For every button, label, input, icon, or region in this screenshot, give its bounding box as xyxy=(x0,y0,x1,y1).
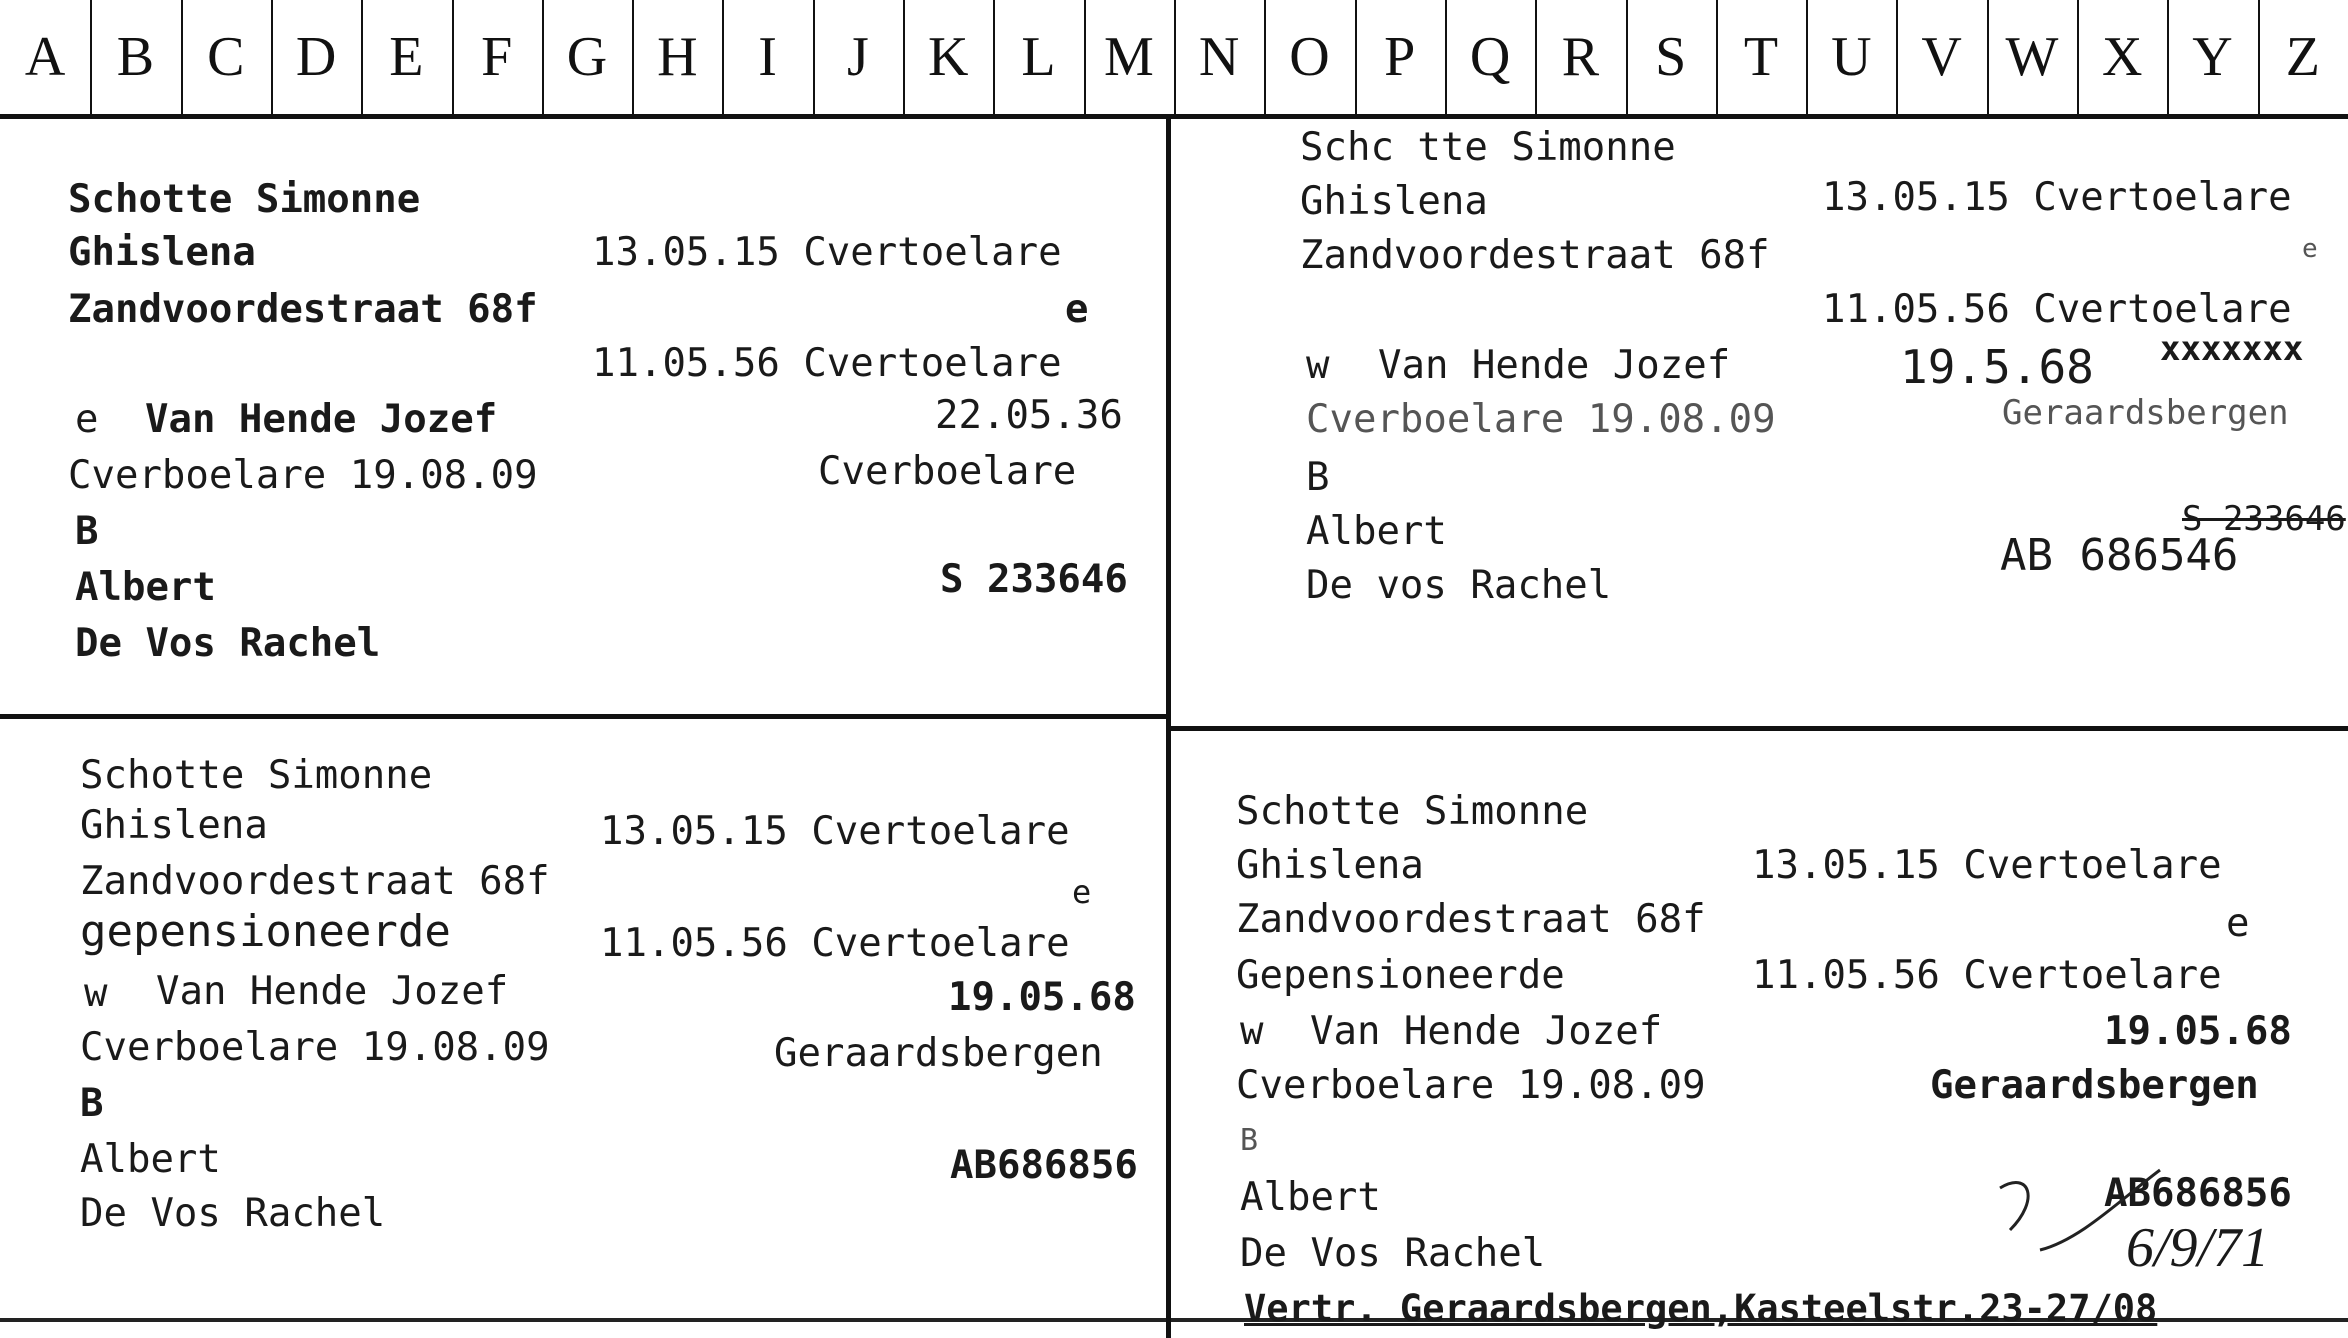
card-spouse: Van Hende Jozef xyxy=(145,397,498,442)
card-name: Schotte Simonne xyxy=(80,753,433,798)
alphabet-letter: H xyxy=(657,26,698,88)
alphabet-separator xyxy=(361,0,363,114)
card-letter-b: B xyxy=(1306,455,1330,500)
alphabet-separator xyxy=(1716,0,1718,114)
card-spouse-prefix: e xyxy=(75,397,99,442)
alphabet-letter: E xyxy=(389,26,424,88)
alphabet-separator xyxy=(1084,0,1086,114)
card-birth: 13.05.15 Cvertoelare xyxy=(1752,843,2222,888)
card-marker-e: e xyxy=(2226,901,2250,946)
card-spouse-birth: Cverboelare 19.08.09 xyxy=(80,1025,550,1070)
card-spouse: Van Hende Jozef xyxy=(1378,343,1731,388)
card-letter-b: B xyxy=(75,509,99,554)
alphabet-letter: K xyxy=(927,26,969,88)
alphabet-separator xyxy=(1445,0,1447,114)
alphabet-separator xyxy=(2258,0,2260,114)
card-birth: 13.05.15 Cvertoelare xyxy=(600,809,1070,854)
alphabet-separator xyxy=(813,0,815,114)
card-address: Zandvoordestraat 68f xyxy=(80,859,550,904)
card-spouse-birth: Cverboelare 19.08.09 xyxy=(1306,397,1776,442)
alphabet-separator xyxy=(722,0,724,114)
card-occupation: gepensioneerde xyxy=(80,906,451,957)
card-departure-note: Vertr. Geraardsbergen,Kasteelstr.23-27/08 xyxy=(1244,1287,2158,1330)
alphabet-separator xyxy=(1626,0,1628,114)
alphabet-letter: Z xyxy=(2285,26,2320,88)
alphabet-separator xyxy=(271,0,273,114)
card-address: Zandvoordestraat 68f xyxy=(1300,233,1770,278)
card-event-date: 19.5.68 xyxy=(1900,340,2094,394)
card-name: Schc tte Simonne xyxy=(1300,125,1676,170)
alphabet-letter: M xyxy=(1103,26,1154,88)
card-father: Albert xyxy=(80,1137,221,1182)
card-spouse: Van Hende Jozef xyxy=(156,969,509,1014)
alphabet-separator xyxy=(1806,0,1808,114)
card-id-number: AB 686546 xyxy=(2000,530,2239,581)
card-marriage: 11.05.56 Cvertoelare xyxy=(592,341,1062,386)
card-spouse-prefix: w xyxy=(84,971,108,1016)
alphabet-letter: X xyxy=(2101,26,2143,88)
alphabet-letter: J xyxy=(847,26,869,88)
card-occupation: Gepensioneerde xyxy=(1236,953,1565,998)
alphabet-letter: P xyxy=(1384,26,1416,88)
alphabet-separator xyxy=(1987,0,1989,114)
card-mother: De Vos Rachel xyxy=(80,1191,386,1236)
alphabet-letter: B xyxy=(116,26,155,88)
alphabet-separator xyxy=(1535,0,1537,114)
card-letter-b: B xyxy=(80,1081,104,1126)
card-middle-name: Ghislena xyxy=(68,230,256,275)
alphabet-separator xyxy=(2167,0,2169,114)
alphabet-separator xyxy=(542,0,544,114)
alphabet-letter: T xyxy=(1743,26,1779,88)
card-father: Albert xyxy=(1240,1175,1381,1220)
card-event-place: Geraardsbergen xyxy=(774,1031,1103,1076)
alphabet-separator xyxy=(1174,0,1176,114)
card-marker-e: e xyxy=(1072,873,1092,911)
alphabet-separator xyxy=(1896,0,1898,114)
horizontal-divider-left xyxy=(0,714,1166,719)
card-marker-e: e xyxy=(2302,234,2318,264)
alphabet-letter: D xyxy=(295,26,337,88)
card-marriage: 11.05.56 Cvertoelare xyxy=(1822,287,2292,332)
card-middle-name: Ghislena xyxy=(1236,843,1424,888)
alphabet-separator xyxy=(452,0,454,114)
card-father: Albert xyxy=(75,565,216,610)
alphabet-separator xyxy=(90,0,92,114)
card-name: Schotte Simonne xyxy=(68,177,421,222)
card-mother: De vos Rachel xyxy=(1306,563,1612,608)
alphabet-letter: U xyxy=(1831,26,1872,88)
card-event-place: Geraardsbergen xyxy=(2002,393,2289,433)
horizontal-divider-right xyxy=(1171,726,2348,731)
card-spouse-birth: Cverboelare 19.08.09 xyxy=(68,453,538,498)
alphabet-index-strip xyxy=(0,0,2348,119)
alphabet-separator xyxy=(903,0,905,114)
card-event-date: 19.05.68 xyxy=(2104,1009,2292,1054)
alphabet-letter: Q xyxy=(1469,26,1511,88)
card-event-overstrike: xxxxxxx xyxy=(2160,329,2304,369)
alphabet-separator xyxy=(2077,0,2079,114)
card-marker-e: e xyxy=(1065,287,1089,332)
card-id-number: AB686856 xyxy=(2104,1171,2292,1216)
card-father: Albert xyxy=(1306,509,1447,554)
card-spouse-prefix: w xyxy=(1306,343,1330,388)
alphabet-separator xyxy=(1264,0,1266,114)
alphabet-letter: O xyxy=(1289,26,1330,88)
card-address: Zandvoordestraat 68f xyxy=(68,287,538,332)
card-id-number: AB686856 xyxy=(950,1143,1138,1188)
card-spouse: Van Hende Jozef xyxy=(1310,1009,1663,1054)
alphabet-separator xyxy=(993,0,995,114)
alphabet-letter: I xyxy=(758,26,777,88)
alphabet-letter: L xyxy=(1021,26,1056,88)
card-event-place: Geraardsbergen xyxy=(1930,1063,2259,1108)
alphabet-letter: F xyxy=(481,26,513,88)
card-handwritten-date: 6/9/71 xyxy=(2126,1217,2270,1279)
alphabet-separator xyxy=(632,0,634,114)
alphabet-letter: G xyxy=(566,26,608,88)
alphabet-letter: V xyxy=(1921,26,1962,88)
card-marriage: 11.05.56 Cvertoelare xyxy=(600,921,1070,966)
card-id-old: S 233646 xyxy=(2182,499,2346,539)
card-mother: De Vos Rachel xyxy=(1240,1231,1546,1276)
card-spouse-birth: Cverboelare 19.08.09 xyxy=(1236,1063,1706,1108)
card-birth: 13.05.15 Cvertoelare xyxy=(1822,175,2292,220)
alphabet-separator xyxy=(1355,0,1357,114)
alphabet-letter: R xyxy=(1561,26,1600,88)
alphabet-separator xyxy=(181,0,183,114)
alphabet-letter: N xyxy=(1198,26,1240,88)
alphabet-letter: W xyxy=(2005,26,2059,88)
card-middle-name: Ghislena xyxy=(80,803,268,848)
bottom-rule-left xyxy=(0,1318,1166,1322)
card-event-place: Cverboelare xyxy=(818,449,1077,494)
card-name: Schotte Simonne xyxy=(1236,789,1589,834)
signature-scribble-icon xyxy=(1970,1160,2170,1270)
card-birth: 13.05.15 Cvertoelare xyxy=(592,230,1062,275)
alphabet-letter: A xyxy=(24,26,66,88)
card-id-number: S 233646 xyxy=(940,557,1128,602)
card-event-date: 22.05.36 xyxy=(935,393,1123,438)
card-spouse-prefix: w xyxy=(1240,1009,1264,1054)
card-address: Zandvoordestraat 68f xyxy=(1236,897,1706,942)
card-letter-b: B xyxy=(1240,1123,1259,1158)
alphabet-letter: S xyxy=(1655,26,1687,88)
card-mother: De Vos Rachel xyxy=(75,621,381,666)
card-event-date: 19.05.68 xyxy=(948,975,1136,1020)
card-marriage: 11.05.56 Cvertoelare xyxy=(1752,953,2222,998)
alphabet-letter: Y xyxy=(2192,26,2233,88)
alphabet-letter: C xyxy=(207,26,245,88)
card-middle-name: Ghislena xyxy=(1300,179,1488,224)
